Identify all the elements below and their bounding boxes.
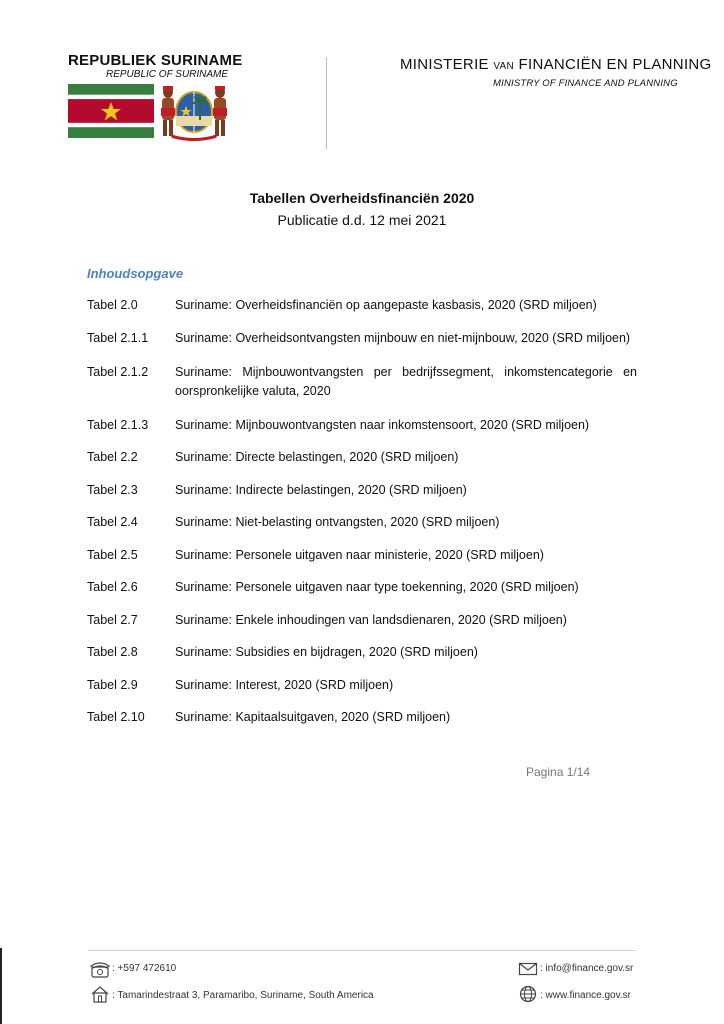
toc-entry-title: Suriname: Personele uitgaven naar type toekenning, 2020 (SRD miljoen) [175, 580, 579, 594]
house-icon [90, 985, 110, 1003]
footer-divider [88, 950, 636, 951]
toc-entry-title: Suriname: Mijnbouwontvangsten per bedrijfssegment, inkomstencategorie en oorspronkelijke valuta, 2020 [175, 364, 637, 398]
document-subtitle: Publicatie d.d. 12 mei 2021 [277, 212, 447, 228]
footer-address: : Tamarindestraat 3, Paramaribo, Suriname, South America [112, 990, 374, 1001]
toc-entry-number: Tabel 2.1.3 [87, 417, 149, 432]
toc-entry-title: Suriname: Kapitaalsuitgaven, 2020 (SRD miljoen) [175, 710, 451, 724]
toc-entry-title: Suriname: Directe belastingen, 2020 (SRD miljoen) [175, 450, 459, 464]
toc-entry[interactable] [87, 513, 637, 532]
globe-icon [518, 985, 538, 1003]
coat-of-arms-icon [156, 80, 232, 142]
toc-entry-number: Tabel 2.6 [87, 580, 138, 594]
toc-entry-number: Tabel 2.10 [87, 710, 145, 724]
toc-entry-number: Tabel 2.2 [87, 450, 138, 464]
ministry-name-part1: MINISTERIE [400, 56, 489, 73]
toc-entry-number: Tabel 2.0 [87, 298, 138, 312]
toc-entry[interactable] [87, 481, 637, 500]
toc-entry[interactable] [87, 546, 637, 565]
toc-entry-number: Tabel 2.9 [87, 677, 138, 692]
toc-entry[interactable] [87, 448, 637, 467]
toc-entry[interactable] [87, 329, 637, 348]
page-edge-mark [0, 948, 2, 1024]
toc-entry[interactable] [87, 363, 637, 401]
header-divider [326, 57, 327, 149]
toc-entry[interactable] [87, 708, 637, 727]
envelope-icon [518, 960, 538, 978]
toc-heading: Inhoudsopgave [87, 266, 184, 281]
toc-entry-title: Suriname: Personele uitgaven naar ministerie, 2020 (SRD miljoen) [175, 547, 544, 562]
toc-entry-number: Tabel 2.8 [87, 645, 138, 659]
telephone-icon [90, 960, 110, 978]
footer-phone: : +597 472610 [112, 963, 177, 974]
toc-entry-title: Suriname: Mijnbouwontvangsten naar inkomstensoort, 2020 (SRD miljoen) [175, 417, 590, 432]
table-of-contents [87, 296, 637, 741]
footer-website[interactable]: : www.finance.gov.sr [540, 990, 631, 1001]
republic-name-nl: REPUBLIEK SURINAME [68, 52, 243, 69]
ministry-name-van: VAN [493, 61, 515, 72]
toc-entry[interactable] [87, 611, 637, 630]
toc-entry-title: Suriname: Subsidies en bijdragen, 2020 (SRD miljoen) [175, 645, 478, 659]
toc-entry-title: Suriname: Interest, 2020 (SRD miljoen) [175, 677, 394, 692]
toc-entry-number: Tabel 2.1.2 [87, 364, 149, 379]
republic-name-en: REPUBLIC OF SURINAME [106, 69, 229, 80]
toc-entry-number: Tabel 2.1.1 [87, 330, 149, 345]
toc-entry-number: Tabel 2.4 [87, 515, 138, 529]
toc-entry[interactable] [87, 416, 637, 435]
toc-entry-number: Tabel 2.3 [87, 482, 138, 497]
toc-entry-title: Suriname: Overheidsfinanciën op aangepaste kasbasis, 2020 (SRD miljoen) [175, 298, 597, 312]
toc-entry[interactable] [87, 643, 637, 662]
toc-entry[interactable] [87, 676, 637, 695]
ministry-name-nl [400, 56, 712, 73]
document-title: Tabellen Overheidsfinanciën 2020 [249, 190, 475, 206]
toc-entry-title: Suriname: Niet-belasting ontvangsten, 2020 (SRD miljoen) [175, 515, 500, 529]
toc-entry[interactable] [87, 578, 637, 597]
page-number: Pagina 1/14 [526, 765, 591, 779]
footer-email[interactable]: : info@finance.gov.sr [540, 963, 634, 974]
toc-entry[interactable] [87, 296, 637, 315]
suriname-flag [68, 84, 154, 138]
ministry-name-en: MINISTRY OF FINANCE AND PLANNING [493, 78, 678, 89]
toc-entry-number: Tabel 2.5 [87, 547, 138, 562]
toc-entry-title: Suriname: Overheidsontvangsten mijnbouw en niet-mijnbouw, 2020 (SRD miljoen) [175, 330, 631, 345]
ministry-name-part2: FINANCIËN EN PLANNING [518, 56, 712, 73]
toc-entry-title: Suriname: Indirecte belastingen, 2020 (SRD miljoen) [175, 482, 467, 497]
toc-entry-number: Tabel 2.7 [87, 612, 138, 627]
toc-entry-title: Suriname: Enkele inhoudingen van landsdienaren, 2020 (SRD miljoen) [175, 612, 567, 627]
